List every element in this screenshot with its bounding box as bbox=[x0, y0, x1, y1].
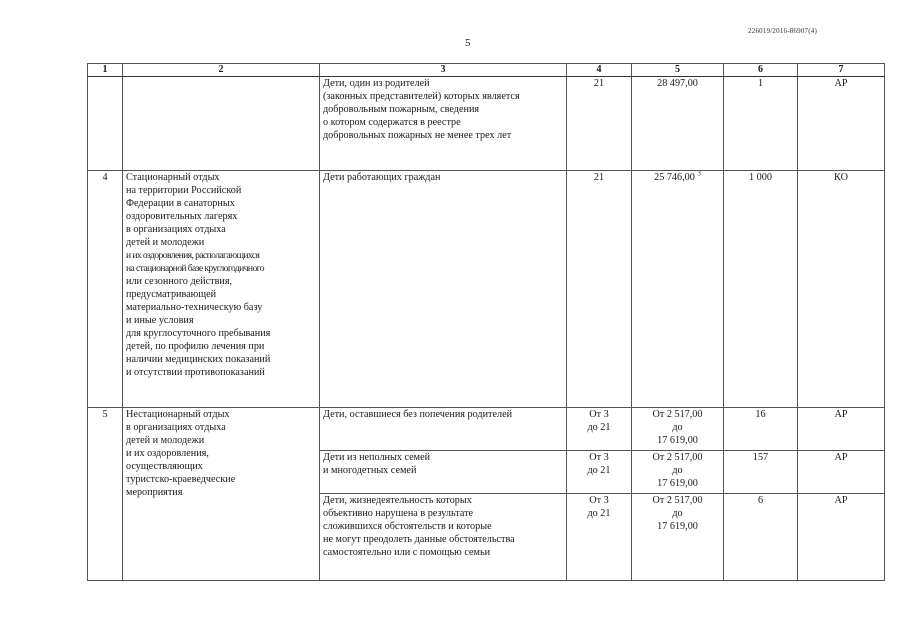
text-line: объективно нарушена в результате bbox=[323, 508, 474, 519]
recipients-cell bbox=[320, 77, 567, 171]
row-number-cell: 5 bbox=[88, 408, 123, 581]
text-line: и многодетных семей bbox=[323, 465, 417, 476]
code-cell: КО bbox=[798, 171, 885, 408]
cost-value: 25 746,00 bbox=[654, 172, 695, 183]
table-row bbox=[88, 408, 885, 451]
text-line: до 21 bbox=[587, 508, 611, 519]
text-line: (законных представителей) которых является bbox=[323, 91, 520, 102]
text-line: 17 619,00 bbox=[657, 521, 698, 532]
cost-cell bbox=[632, 171, 724, 408]
code-cell: АР bbox=[798, 408, 885, 451]
cost-cell bbox=[632, 408, 724, 451]
text-line: и их оздоровления, bbox=[126, 448, 209, 459]
text-line: самостоятельно или с помощью семьи bbox=[323, 547, 491, 558]
code-cell: АР bbox=[798, 451, 885, 494]
text-line: о котором содержатся в реестре bbox=[323, 117, 461, 128]
text-line: до 21 bbox=[587, 465, 611, 476]
table-row bbox=[88, 171, 885, 408]
text-line: до bbox=[672, 422, 683, 433]
text-line: Дети, оставшиеся без попечения родителей bbox=[323, 409, 513, 420]
text-line: От 2 517,00 bbox=[652, 409, 703, 420]
text-line: до bbox=[672, 465, 683, 476]
header-col-1: 1 bbox=[88, 64, 123, 77]
text-line: для круглосуточного пребывания bbox=[126, 328, 271, 339]
text-line: до bbox=[672, 508, 683, 519]
category-cell bbox=[123, 77, 320, 171]
text-line: сложившихся обстоятельств и которые bbox=[323, 521, 492, 532]
row-number-cell bbox=[88, 77, 123, 171]
cost-cell bbox=[632, 451, 724, 494]
text-line: на стационарной базе круглогодичного bbox=[126, 263, 264, 274]
text-line: От 3 bbox=[589, 409, 609, 420]
cost-cell: 28 497,00 bbox=[632, 77, 724, 171]
recipients-cell bbox=[320, 494, 567, 581]
age-cell: 21 bbox=[567, 77, 632, 171]
text-line: и отсутствии противопоказаний bbox=[126, 367, 265, 378]
text-line: или сезонного действия, bbox=[126, 276, 233, 287]
text-line: 17 619,00 bbox=[657, 478, 698, 489]
text-line: добровольных пожарных не менее трех лет bbox=[323, 130, 512, 141]
age-cell bbox=[567, 451, 632, 494]
age-cell bbox=[567, 408, 632, 451]
header-col-6: 6 bbox=[724, 64, 798, 77]
header-col-3: 3 bbox=[320, 64, 567, 77]
text-line: Федерации в санаторных bbox=[126, 198, 235, 209]
text-line: осуществляющих bbox=[126, 461, 203, 472]
table-row bbox=[88, 77, 885, 171]
text-line: в организациях отдыха bbox=[126, 422, 226, 433]
age-cell: 21 bbox=[567, 171, 632, 408]
text-line: детей и молодежи bbox=[126, 237, 205, 248]
recipients-cell: Дети работающих граждан bbox=[320, 171, 567, 408]
count-cell: 1 000 bbox=[724, 171, 798, 408]
text-line: добровольным пожарным, сведения bbox=[323, 104, 480, 115]
text-line: наличии медицинских показаний bbox=[126, 354, 271, 365]
category-cell bbox=[123, 171, 320, 408]
count-cell: 1 bbox=[724, 77, 798, 171]
table-header-row bbox=[88, 64, 885, 77]
benefits-table bbox=[87, 63, 885, 581]
text-line: и иные условия bbox=[126, 315, 194, 326]
code-cell: АР bbox=[798, 494, 885, 581]
text-line: 17 619,00 bbox=[657, 435, 698, 446]
recipients-cell bbox=[320, 451, 567, 494]
category-cell bbox=[123, 408, 320, 581]
footnote-mark: 3 bbox=[697, 170, 701, 178]
header-col-7: 7 bbox=[798, 64, 885, 77]
text-line: не могут преодолеть данные обстоятельства bbox=[323, 534, 515, 545]
text-line: в организациях отдыха bbox=[126, 224, 226, 235]
text-line: От 2 517,00 bbox=[652, 495, 703, 506]
header-col-5: 5 bbox=[632, 64, 724, 77]
text-line: Дети, один из родителей bbox=[323, 78, 430, 89]
code-cell: АР bbox=[798, 77, 885, 171]
text-line: туристско-краеведческие bbox=[126, 474, 236, 485]
row-number-cell: 4 bbox=[88, 171, 123, 408]
text-line: материально-техническую базу bbox=[126, 302, 263, 313]
text-line: От 3 bbox=[589, 495, 609, 506]
text-line: детей, по профилю лечения при bbox=[126, 341, 265, 352]
text-line: детей и молодежи bbox=[126, 435, 205, 446]
text-line: оздоровительных лагерях bbox=[126, 211, 238, 222]
header-col-4: 4 bbox=[567, 64, 632, 77]
text-line: Дети из неполных семей bbox=[323, 452, 431, 463]
page-number: 5 bbox=[465, 37, 471, 49]
text-line: Дети, жизнедеятельность которых bbox=[323, 495, 472, 506]
text-line: и их оздоровления, располагающихся bbox=[126, 250, 260, 261]
count-cell: 6 bbox=[724, 494, 798, 581]
recipients-cell bbox=[320, 408, 567, 451]
text-line: предусматривающей bbox=[126, 289, 217, 300]
header-col-2: 2 bbox=[123, 64, 320, 77]
count-cell: 157 bbox=[724, 451, 798, 494]
text-line: мероприятия bbox=[126, 487, 183, 498]
cost-cell bbox=[632, 494, 724, 581]
document-code: 226019/2016-86907(4) bbox=[748, 27, 817, 35]
text-line: Нестационарный отдых bbox=[126, 409, 230, 420]
count-cell: 16 bbox=[724, 408, 798, 451]
text-line: до 21 bbox=[587, 422, 611, 433]
text-line: на территории Российской bbox=[126, 185, 242, 196]
age-cell bbox=[567, 494, 632, 581]
text-line: От 3 bbox=[589, 452, 609, 463]
text-line: От 2 517,00 bbox=[652, 452, 703, 463]
text-line: Стационарный отдых bbox=[126, 172, 220, 183]
